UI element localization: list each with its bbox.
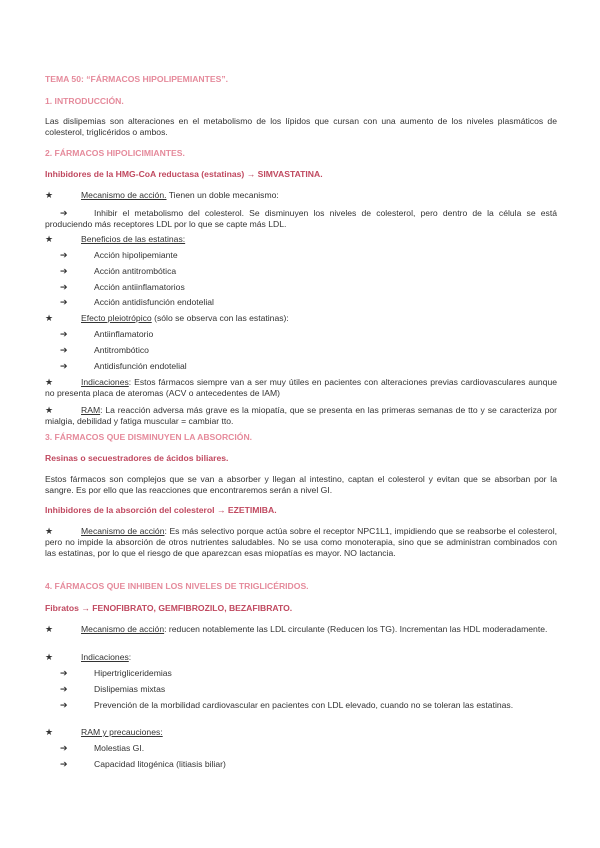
arrow-item-text: Acción hipolipemiante bbox=[94, 250, 178, 260]
bullet-fibrate-mechanism bbox=[45, 624, 557, 635]
arrow-item-text: Antiinflamatorio bbox=[94, 329, 154, 339]
section-3-heading: 3. FÁRMACOS QUE DISMINUYEN LA ABSORCIÓN. bbox=[45, 432, 253, 442]
arrow-item-text: Antitrombótico bbox=[94, 345, 149, 355]
arrow-icon: ➔ bbox=[60, 684, 68, 694]
section-3-subheading-ezetimibe: Inhibidores de la absorción del colesterol → EZETIMIBA. bbox=[45, 505, 277, 515]
section-3-subheading-resins: Resinas o secuestradores de ácidos biliares. bbox=[45, 453, 229, 463]
bullet-label: RAM bbox=[81, 405, 101, 415]
arrow-icon: ➔ bbox=[60, 743, 68, 753]
arrow-icon: ➔ bbox=[60, 297, 68, 307]
section-4-heading: 4. FÁRMACOS QUE INHIBEN LOS NIVELES DE TRIGLICÉRIDOS. bbox=[45, 581, 309, 591]
arrow-icon: ➔ bbox=[60, 250, 68, 260]
bullet-text: : Es más selectivo porque actúa sobre el receptor NPC1L1, impidiendo que se reabsorbe el colesterol, pero no impide la absorción de otros nutrientes saludables. No se usa como monoterapia, sino que se administran combinados con las estatinas, por lo que el riesgo de que aparezcan esas miopatías es mayor. NO lactancia. bbox=[45, 526, 557, 558]
bullet-label: Indicaciones bbox=[81, 652, 129, 662]
arrow-icon: ➔ bbox=[60, 668, 68, 678]
section-3-resins-text: Estos fármacos son complejos que se van a absorber y llegan al intestino, captan el colesterol y evitan que se absorban por la sangre. Es por ello que las reacciones que encontraremos serán a nivel GI. bbox=[45, 474, 557, 495]
bullet-label: Indicaciones bbox=[81, 377, 129, 387]
section-2-subheading: Inhibidores de la HMG-CoA reductasa (estatinas) → SIMVASTATINA. bbox=[45, 169, 323, 179]
arrow-icon: ➔ bbox=[60, 266, 68, 276]
star-icon: ★ bbox=[45, 234, 54, 244]
arrow-item-ram bbox=[60, 743, 557, 754]
arrow-item-text: Acción antidisfunción endotelial bbox=[94, 297, 214, 307]
arrow-item-text: Hipertrigliceridemias bbox=[94, 668, 172, 678]
arrow-item-indication-cv bbox=[45, 700, 557, 711]
bullet-statin-ram bbox=[45, 405, 557, 427]
arrow-item-text: Capacidad litogénica (litiasis biliar) bbox=[94, 759, 226, 769]
arrow-item-benefit bbox=[60, 297, 557, 308]
bullet-text: : bbox=[128, 652, 132, 662]
arrow-icon: ➔ bbox=[60, 329, 68, 339]
arrow-icon: ➔ bbox=[60, 700, 68, 710]
arrow-item-statin-mechanism bbox=[45, 208, 557, 230]
star-icon: ★ bbox=[45, 624, 54, 634]
section-1-heading: 1. INTRODUCCIÓN. bbox=[45, 96, 124, 106]
arrow-item-pleiotropic bbox=[60, 329, 557, 340]
arrow-icon: ➔ bbox=[60, 345, 68, 355]
arrow-item-indication bbox=[60, 684, 557, 695]
bullet-statin-benefits bbox=[45, 234, 557, 245]
arrow-item-ram bbox=[60, 759, 557, 770]
star-icon: ★ bbox=[45, 652, 54, 662]
arrow-item-benefit bbox=[60, 250, 557, 261]
arrow-item-pleiotropic bbox=[60, 361, 557, 372]
bullet-label: Mecanismo de acción bbox=[81, 526, 165, 536]
arrow-item-pleiotropic bbox=[60, 345, 557, 356]
bullet-ezetimibe-mechanism bbox=[45, 526, 557, 559]
arrow-item-text: Inhibir el metabolismo del colesterol. Se disminuyen los niveles de colesterol, pero dentro de la célula se está produciendo más receptores LDL por lo que se capte más LDL. bbox=[45, 208, 557, 229]
arrow-item-text: Molestias GI. bbox=[94, 743, 145, 753]
bullet-text: : reducen notablemente las LDL circulante (Reducen los TG). Incrementan las HDL moderadamente. bbox=[164, 624, 548, 634]
bullet-text: Tienen un doble mecanismo: bbox=[166, 190, 279, 200]
bullet-pleiotropic-effect bbox=[45, 313, 557, 324]
page-title: TEMA 50: “FÁRMACOS HIPOLIPEMIANTES”. bbox=[45, 74, 229, 84]
star-icon: ★ bbox=[45, 190, 54, 200]
star-icon: ★ bbox=[45, 377, 54, 387]
section-2-heading: 2. FÁRMACOS HIPOLICIMIANTES. bbox=[45, 148, 185, 158]
star-icon: ★ bbox=[45, 313, 54, 323]
arrow-item-text: Prevención de la morbilidad cardiovascular en pacientes con LDL elevado, cuando no se toleran las estatinas. bbox=[94, 700, 514, 710]
arrow-item-text: Antidisfunción endotelial bbox=[94, 361, 187, 371]
bullet-label: Beneficios de las estatinas: bbox=[81, 234, 186, 244]
bullet-label: Mecanismo de acción. bbox=[81, 190, 167, 200]
arrow-item-indication bbox=[60, 668, 557, 679]
section-4-subheading: Fibratos → FENOFIBRATO, GEMFIBROZILO, BEZAFIBRATO. bbox=[45, 603, 293, 613]
bullet-fibrate-indications bbox=[45, 652, 557, 663]
arrow-icon: ➔ bbox=[60, 282, 68, 292]
arrow-item-text: Dislipemias mixtas bbox=[94, 684, 166, 694]
bullet-label: RAM y precauciones: bbox=[81, 727, 163, 737]
bullet-text: (sólo se observa con las estatinas): bbox=[151, 313, 289, 323]
star-icon: ★ bbox=[45, 405, 54, 415]
bullet-text: : Estos fármacos siempre van a ser muy útiles en pacientes con alteraciones previas cardiovasculares aunque no presenta placa de ateromas (ACV o antecedentes de IAM) bbox=[45, 377, 557, 398]
bullet-statin-mechanism bbox=[45, 190, 557, 201]
bullet-statin-indications bbox=[45, 377, 557, 399]
bullet-label: Efecto pleiotrópico bbox=[81, 313, 152, 323]
star-icon: ★ bbox=[45, 526, 54, 536]
arrow-item-benefit bbox=[60, 266, 557, 277]
arrow-icon: ➔ bbox=[60, 759, 68, 769]
arrow-item-text: Acción antitrombótica bbox=[94, 266, 177, 276]
arrow-item-benefit bbox=[60, 282, 557, 293]
arrow-item-text: Acción antiinflamatorios bbox=[94, 282, 185, 292]
section-1-text: Las dislipemias son alteraciones en el metabolismo de los lípidos que cursan con una aumento de los niveles plasmáticos de colesterol, triglicéridos o ambos. bbox=[45, 116, 557, 137]
arrow-icon: ➔ bbox=[60, 208, 68, 218]
bullet-label: Mecanismo de acción bbox=[81, 624, 165, 634]
arrow-icon: ➔ bbox=[60, 361, 68, 371]
bullet-text: : La reacción adversa más grave es la miopatía, que se presenta en las primeras semanas de tto y se caracteriza por mialgia, debilidad y fatiga muscular = cambiar tto. bbox=[45, 405, 557, 426]
star-icon: ★ bbox=[45, 727, 54, 737]
bullet-fibrate-ram bbox=[45, 727, 557, 738]
